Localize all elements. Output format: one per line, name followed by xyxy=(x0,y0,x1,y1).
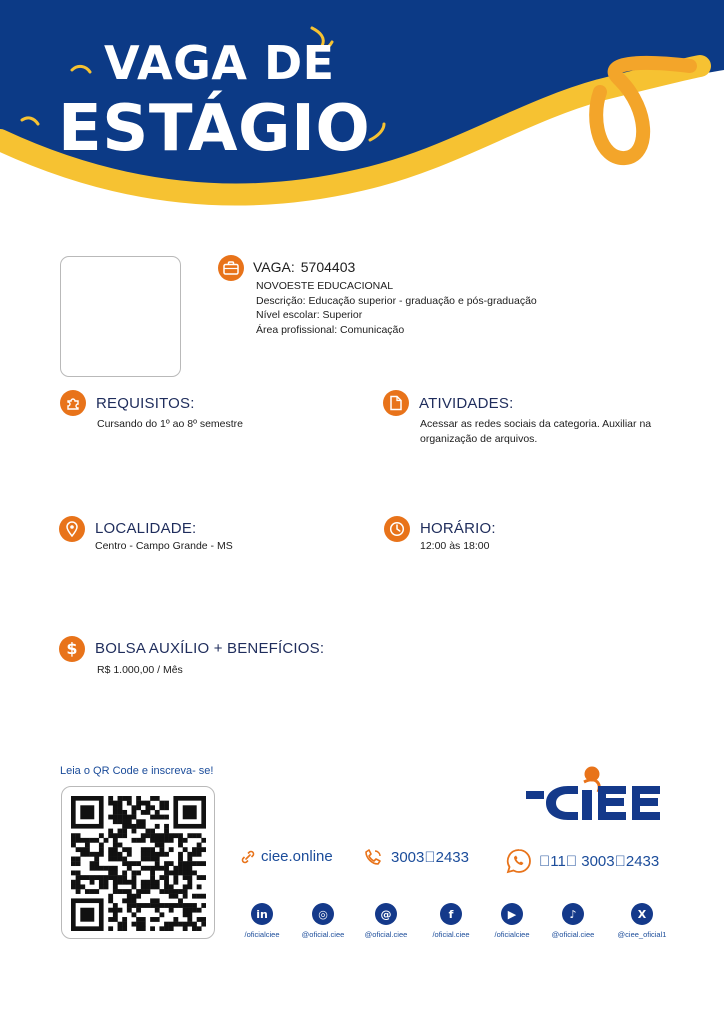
social-handle: /oficialciee xyxy=(494,930,530,939)
vaga-label: VAGA: xyxy=(253,259,295,275)
social-handle: @ciee_oficial1 xyxy=(617,930,667,939)
social-x[interactable] xyxy=(610,903,674,939)
phone-text: 3003 2433 xyxy=(391,848,469,866)
social-handle: @oficial.ciee xyxy=(301,930,345,939)
qr-code-image xyxy=(71,796,206,931)
social-handle: @oficial.ciee xyxy=(551,930,595,939)
bolsa-text: R$ 1.000,00 / Mês xyxy=(97,664,183,676)
social-threads[interactable] xyxy=(354,903,418,939)
social-linkedin[interactable] xyxy=(230,903,294,939)
vaga-heading xyxy=(253,259,355,275)
vaga-nivel: Nível escolar: Superior xyxy=(256,309,363,321)
puzzle-icon xyxy=(60,390,86,416)
document-icon xyxy=(383,390,409,416)
link-icon xyxy=(241,849,255,865)
social-handle: /oficialciee xyxy=(244,930,280,939)
social-youtube[interactable] xyxy=(480,903,544,939)
atividades-text: Acessar as redes sociais da categoria. Auxiliar na organização de arquivos. xyxy=(420,418,652,445)
title-line-2: ESTÁGIO xyxy=(58,92,371,166)
youtube-icon: ▶ xyxy=(501,903,523,925)
title-line-1: VAGA DE xyxy=(104,36,335,90)
ciee-logo xyxy=(526,764,664,827)
vaga-details xyxy=(256,279,537,337)
localidade-title: LOCALIDADE: xyxy=(95,520,197,537)
whatsapp-text:  11  3003 2433 xyxy=(539,852,660,870)
qr-caption: Leia o QR Code e inscreva- se! xyxy=(60,765,214,777)
social-instagram[interactable] xyxy=(291,903,355,939)
instagram-icon: ◎ xyxy=(312,903,334,925)
phone-icon xyxy=(363,848,385,866)
website-link[interactable] xyxy=(241,848,333,865)
threads-icon: @ xyxy=(375,903,397,925)
whatsapp-contact[interactable] xyxy=(505,848,659,874)
tiktok-icon: ♪ xyxy=(562,903,584,925)
social-handle: /oficial.ciee xyxy=(432,930,470,939)
vaga-descricao: Descrição: Educação superior - graduação e pós-graduação xyxy=(256,294,537,307)
company-name: NOVOESTE EDUCACIONAL xyxy=(256,280,394,292)
social-tiktok[interactable] xyxy=(541,903,605,939)
header-banner xyxy=(0,0,724,215)
linkedin-icon: in xyxy=(251,903,273,925)
facebook-icon: f xyxy=(440,903,462,925)
requisitos-title: REQUISITOS: xyxy=(96,395,195,412)
horario-text: 12:00 às 18:00 xyxy=(420,540,490,552)
dollar-icon: $ xyxy=(59,636,85,662)
website-text: ciee.online xyxy=(261,848,333,865)
requisitos-text: Cursando do 1º ao 8º semestre xyxy=(97,418,244,430)
phone-contact[interactable] xyxy=(363,848,469,866)
clock-icon xyxy=(384,516,410,542)
atividades-title: ATIVIDADES: xyxy=(419,395,514,412)
company-logo-placeholder xyxy=(60,256,181,377)
whatsapp-icon xyxy=(505,848,533,874)
map-pin-icon xyxy=(59,516,85,542)
horario-title: HORÁRIO: xyxy=(420,520,496,537)
briefcase-icon xyxy=(218,255,244,281)
social-facebook[interactable] xyxy=(419,903,483,939)
social-handle: @oficial.ciee xyxy=(364,930,408,939)
bolsa-title: BOLSA AUXÍLIO + BENEFÍCIOS: xyxy=(95,640,325,657)
vaga-area: Área profissional: Comunicação xyxy=(256,323,405,336)
localidade-text: Centro - Campo Grande - MS xyxy=(95,540,233,552)
x-icon: X xyxy=(631,903,653,925)
vaga-number: 5704403 xyxy=(300,259,356,275)
qr-code[interactable] xyxy=(61,786,215,939)
